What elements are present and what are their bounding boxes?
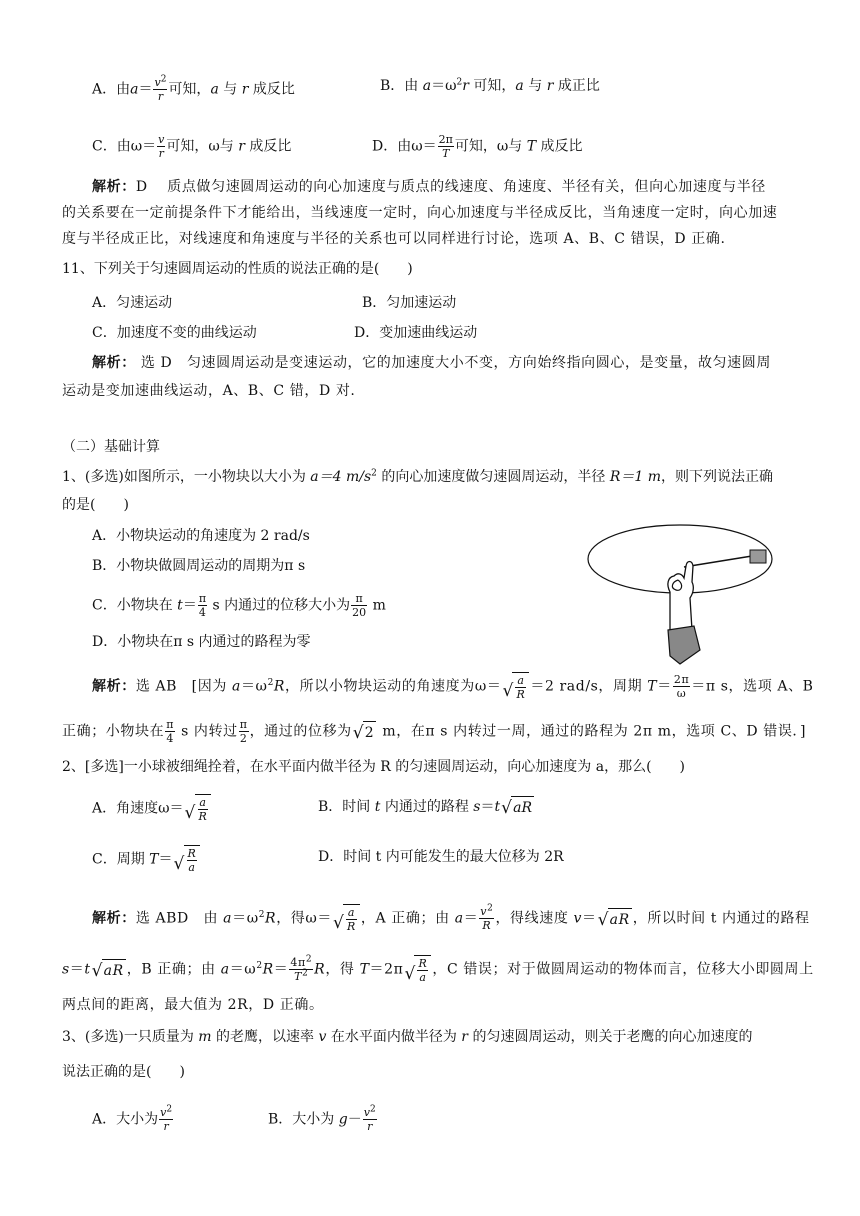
q2-option-c: C．周期 T＝ √ $\frac{R}{a}$ xyxy=(92,845,201,874)
q2-analysis-line3: 两点间的距离，最大值为 2R，D 正确。 xyxy=(62,997,324,1013)
q2-option-a: A．角速度ω＝ √ $\frac{a}{R}$ xyxy=(92,794,212,823)
q10-analysis-line2: 的关系要在一定前提条件下才能给出，当线速度一定时，向心加速度与半径成反比，当角速度一定时，向心加速 xyxy=(62,205,778,221)
q3-option-a: A．大小为 $\frac{v^2}{r}$ xyxy=(92,1104,173,1133)
circular-motion-figure xyxy=(586,522,776,667)
q10-option-c: C．由ω＝ $\frac{v}{r}$ 可知，ω与 r 成反比 xyxy=(92,133,292,160)
q10-analysis-line3: 度与半径成正比，对线速度和角速度与半径的关系也可以同样进行讨论，选项 A、B、C 错误，D 正确. xyxy=(62,231,726,247)
q2-option-d: D．时间 t 内可能发生的最大位移为 2R xyxy=(318,849,564,865)
q1-option-d: D．小物块在π s 内通过的路程为零 xyxy=(92,634,311,650)
q11-option-a: A．匀速运动 xyxy=(92,295,173,311)
q11-analysis-line2: 运动是变加速曲线运动，A、B、C 错，D 对. xyxy=(62,383,356,399)
q11-stem: 11、下列关于匀速圆周运动的性质的说法正确的是( ) xyxy=(62,261,413,277)
q2-analysis-line1: 解析：选 ABD 由 $a=\omega^2R$，得ω＝ √ $\frac{a}{R}$ ，A 正确；由 a＝ $\frac{v^2}{R}$ ，得线速度 v＝√ aR ，所以时间 t 内通过的路程 xyxy=(92,904,810,933)
q10-analysis-line1: 解析：D 质点做匀速圆周运动的向心加速度与质点的线速度、角速度、半径有关，但向心加速度与半径 xyxy=(92,179,766,195)
q1-stem: 1、(多选)如图所示，一小物块以大小为 a＝4 $m/s^2$ 的向心加速度做匀速圆周运动，半径 R＝1 m，则下列说法正确 xyxy=(62,468,773,485)
q10-option-d: D．由ω＝ $\frac{2\pi}{T}$ 可知，ω与 T 成反比 xyxy=(372,133,583,160)
q1-stem-line2: 的是( ) xyxy=(62,497,129,513)
block xyxy=(750,550,766,563)
q1-option-a: A．小物块运动的角速度为 2 rad/s xyxy=(92,528,310,544)
q1-option-b: B．小物块做圆周运动的周期为π s xyxy=(92,558,306,574)
q3-stem-line2: 说法正确的是( ) xyxy=(62,1064,185,1080)
q11-option-d: D．变加速曲线运动 xyxy=(354,325,478,341)
section-title: （二）基础计算 xyxy=(62,439,160,455)
q10-option-b: B．由 $a=\omega^2r$ 可知，a 与 r 成正比 xyxy=(380,77,600,94)
q2-analysis-line2: s＝t√ aR ，B 正确；由 $a=\omega^2R=$ $\frac{4\pi^2}{T^2}$ R，得 T＝2π √ $\frac{R}{a}$ ，C 错误；对于做圆周运动的物体而言，位移大小即圆周上 xyxy=(62,955,814,984)
sleeve xyxy=(668,626,700,664)
q2-stem: 2、[多选]一小球被细绳拴着，在水平面内做半径为 R 的匀速圆周运动，向心加速度为 a，那么( ) xyxy=(62,759,685,775)
q11-option-b: B．匀加速运动 xyxy=(362,295,457,311)
q11-analysis-line1: 解析： 选 D 匀速圆周运动是变速运动，它的加速度大小不变，方向始终指向圆心，是变量，故匀速圆周 xyxy=(92,355,771,371)
q10-option-a: A．由a＝ $\frac{v^2}{r}$ 可知，a 与 r 成反比 xyxy=(92,74,295,103)
q1-analysis-line2: 正确；小物块在 $\frac{\pi}{4}$ s 内转过 $\frac{\pi}{2}$ ，通过的位移为√ 2 m，在π s 内转过一周，通过的路程为 2π m，选项 C、D 错误．] xyxy=(62,718,806,745)
q3-option-b: B．大小为 g－ $\frac{v^2}{r}$ xyxy=(268,1104,376,1133)
q1-analysis-line1: 解析：选 AB [因为 $a=\omega^2R$，所以小物块运动的角速度为ω＝ √ $\frac{a}{R}$ ＝2 rad/s，周期 T＝ $\frac{2\pi}{\omega}$ ＝π s，选项 A、B xyxy=(92,672,814,701)
q1-option-c: C．小物块在 t＝ $\frac{\pi}{4}$ s 内通过的位移大小为 $\frac{\pi}{20}$ m xyxy=(92,592,386,619)
q11-option-c: C．加速度不变的曲线运动 xyxy=(92,325,257,341)
q3-stem: 3、(多选)一只质量为 m 的老鹰，以速率 v 在水平面内做半径为 r 的匀速圆周运动，则关于老鹰的向心加速度的 xyxy=(62,1029,753,1045)
q2-option-b: B．时间 t 内通过的路程 s＝t√ aR xyxy=(318,796,535,818)
string-line xyxy=(684,556,752,567)
hand xyxy=(668,562,693,635)
